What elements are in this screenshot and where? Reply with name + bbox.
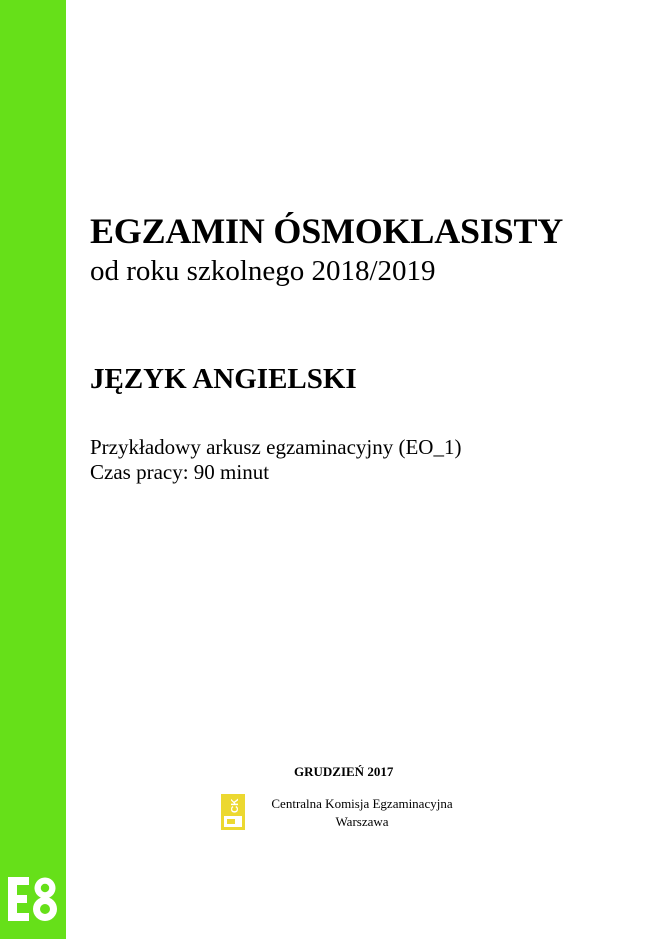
exam-title: EGZAMIN ÓSMOKLASISTY [90, 211, 564, 251]
exam-subtitle: od roku szkolnego 2018/2019 [90, 255, 436, 287]
side-color-bar [0, 0, 66, 939]
subject-title: JĘZYK ANGIELSKI [90, 363, 357, 395]
organization-city: Warszawa [335, 814, 389, 829]
exam-duration: Czas pracy: 90 minut [90, 460, 270, 484]
issue-date: GRUDZIEŃ 2017 [294, 764, 394, 779]
svg-text:CK: CK [230, 798, 241, 813]
sheet-description: Przykładowy arkusz egzaminacyjny (EO_1) [90, 435, 462, 459]
cke-logo-icon [221, 794, 245, 830]
organization-name: Centralna Komisja Egzaminacyjna [271, 796, 453, 811]
organization-block [262, 795, 462, 831]
e8-logo-icon [6, 874, 60, 924]
